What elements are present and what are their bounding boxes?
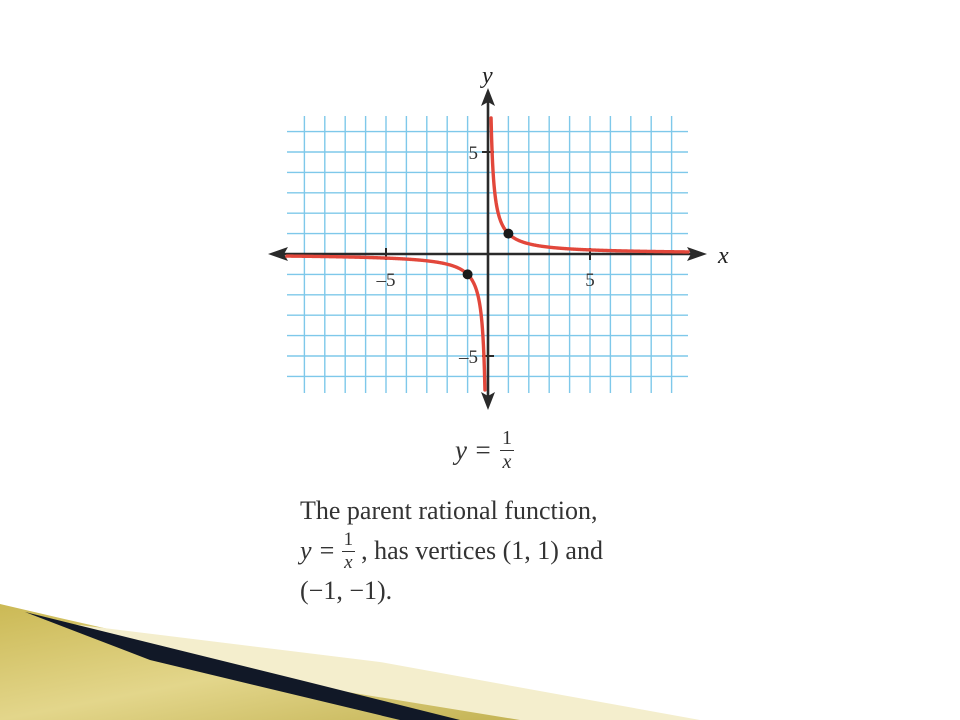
- description-eq-lhs: y =: [300, 536, 336, 565]
- graph-equation: [455, 428, 514, 472]
- equation-fraction: [500, 428, 514, 472]
- equation-lhs: y =: [455, 434, 492, 465]
- description-denominator: x: [344, 552, 353, 573]
- description-numerator: 1: [343, 529, 354, 550]
- equation-numerator: 1: [501, 427, 512, 449]
- description-fraction: [342, 530, 356, 572]
- description-line-2-rest: , has vertices (1, 1) and: [361, 536, 603, 565]
- vertex-point: [503, 229, 513, 239]
- description-line-1: The parent rational function,: [300, 496, 598, 525]
- y-tick-label: –5: [459, 347, 478, 368]
- vertex-point: [463, 269, 473, 279]
- description-text: [300, 492, 720, 610]
- x-axis-label: x: [718, 243, 729, 269]
- x-tick-label: 5: [585, 270, 595, 291]
- equation-denominator: x: [502, 451, 512, 473]
- axes: [268, 88, 707, 410]
- description-line-2: [300, 530, 720, 572]
- y-axis-label: y: [482, 63, 493, 89]
- description-line-3: (−1, −1).: [300, 576, 393, 605]
- x-tick-label: –5: [376, 270, 396, 291]
- tick-labels: [376, 63, 730, 368]
- y-tick-label: 5: [468, 143, 478, 164]
